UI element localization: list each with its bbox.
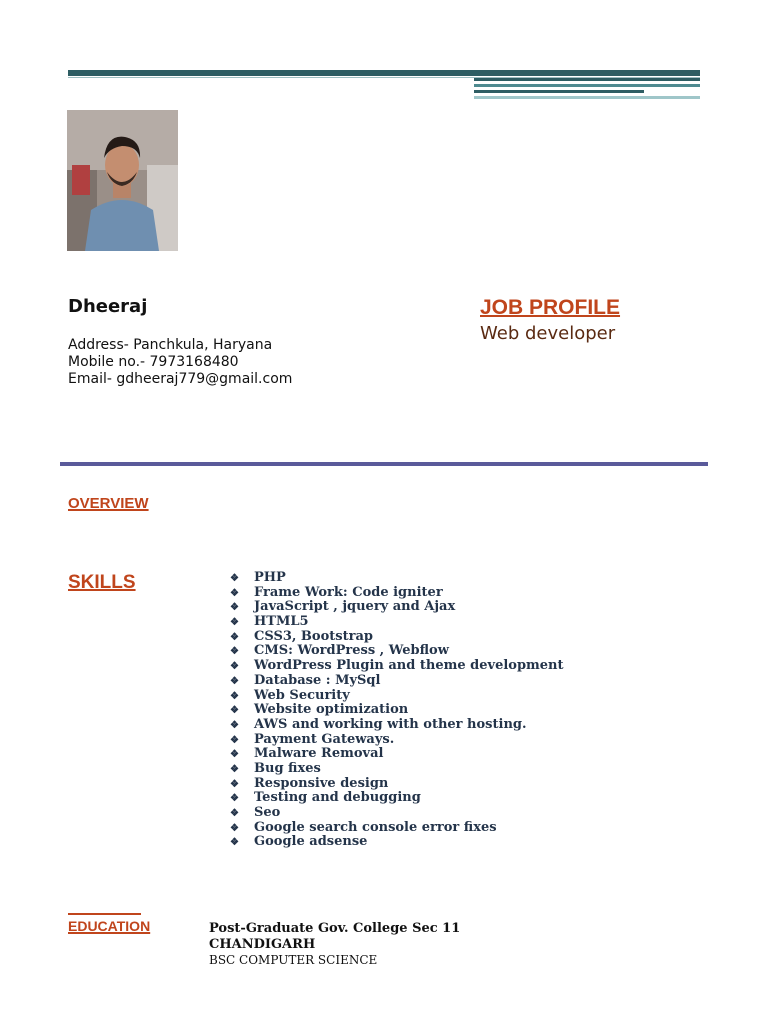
diamond-bullet-icon: ❖: [230, 573, 239, 584]
diamond-bullet-icon: ❖: [230, 793, 239, 805]
candidate-name: Dheeraj: [68, 296, 148, 317]
skill-item: ❖ Bug fixes: [230, 760, 321, 776]
contact-block: [68, 337, 292, 388]
diamond-bullet-icon: ❖: [230, 661, 239, 673]
diamond-bullet-icon: ❖: [230, 763, 239, 775]
diamond-bullet-icon: ❖: [230, 719, 239, 731]
diamond-bullet-icon: ❖: [230, 617, 239, 629]
education-overline: [68, 913, 141, 915]
diamond-bullet-icon: ❖: [230, 837, 239, 849]
diamond-bullet-icon: ❖: [230, 822, 239, 834]
diamond-bullet-icon: ❖: [230, 602, 239, 614]
section-divider: [60, 462, 708, 466]
skill-item: ❖ Web Security: [230, 687, 350, 703]
skill-item: ❖ Google adsense: [230, 834, 368, 850]
education-degree: BSC COMPUTER SCIENCE: [209, 953, 378, 967]
skill-item: ❖ PHP: [230, 570, 286, 585]
diamond-bullet-icon: ❖: [230, 690, 239, 702]
skill-item: ❖ CSS3, Bootstrap: [230, 628, 373, 644]
skill-item: ❖ Seo: [230, 805, 281, 820]
skills-list: [230, 571, 564, 850]
skill-item: ❖ CMS: WordPress , Webflow: [230, 643, 449, 659]
email-text: Email- gdheeraj779@gmail.com: [68, 371, 293, 387]
diamond-bullet-icon: ❖: [230, 749, 239, 761]
overview-heading: OVERVIEW: [68, 495, 149, 512]
skill-item: ❖ Malware Removal: [230, 746, 384, 762]
header-bar: [68, 70, 700, 76]
diamond-bullet-icon: ❖: [230, 808, 239, 819]
diamond-bullet-icon: ❖: [230, 646, 239, 658]
skill-item: ❖ WordPress Plugin and theme development: [230, 658, 564, 674]
skill-item: ❖ Testing and debugging: [230, 790, 421, 806]
diamond-bullet-icon: ❖: [230, 675, 239, 687]
job-title: Web developer: [480, 323, 616, 344]
diamond-bullet-icon: ❖: [230, 734, 239, 746]
education-detail: [209, 921, 460, 968]
education-heading: EDUCATION: [68, 918, 151, 934]
skill-item: ❖ Database : MySql: [230, 672, 381, 688]
education-city: CHANDIGARH: [209, 937, 316, 952]
mobile-text: Mobile no.- 7973168480: [68, 354, 239, 370]
skill-item: ❖ AWS and working with other hosting.: [230, 716, 527, 732]
skill-item: ❖ Frame Work: Code igniter: [230, 584, 443, 600]
skill-item: ❖ HTML5: [230, 614, 309, 630]
skill-item: ❖ Google search console error fixes: [230, 819, 497, 835]
skill-item: ❖ Payment Gateways.: [230, 731, 395, 747]
diamond-bullet-icon: ❖: [230, 631, 239, 643]
skill-item: ❖ Website optimization: [230, 702, 409, 718]
diamond-bullet-icon: ❖: [230, 778, 239, 790]
education-college: Post-Graduate Gov. College Sec 11: [209, 921, 461, 936]
header-bars-right: [474, 78, 700, 102]
diamond-bullet-icon: ❖: [230, 705, 239, 717]
profile-photo: [67, 110, 178, 251]
skills-heading: SKILLS: [68, 572, 136, 593]
skill-item: ❖ JavaScript , jquery and Ajax: [230, 599, 456, 615]
address-text: Address- Panchkula, Haryana: [68, 337, 273, 353]
skill-item: ❖ Responsive design: [230, 775, 389, 791]
diamond-bullet-icon: ❖: [230, 587, 239, 599]
job-profile-heading: JOB PROFILE: [480, 296, 621, 319]
